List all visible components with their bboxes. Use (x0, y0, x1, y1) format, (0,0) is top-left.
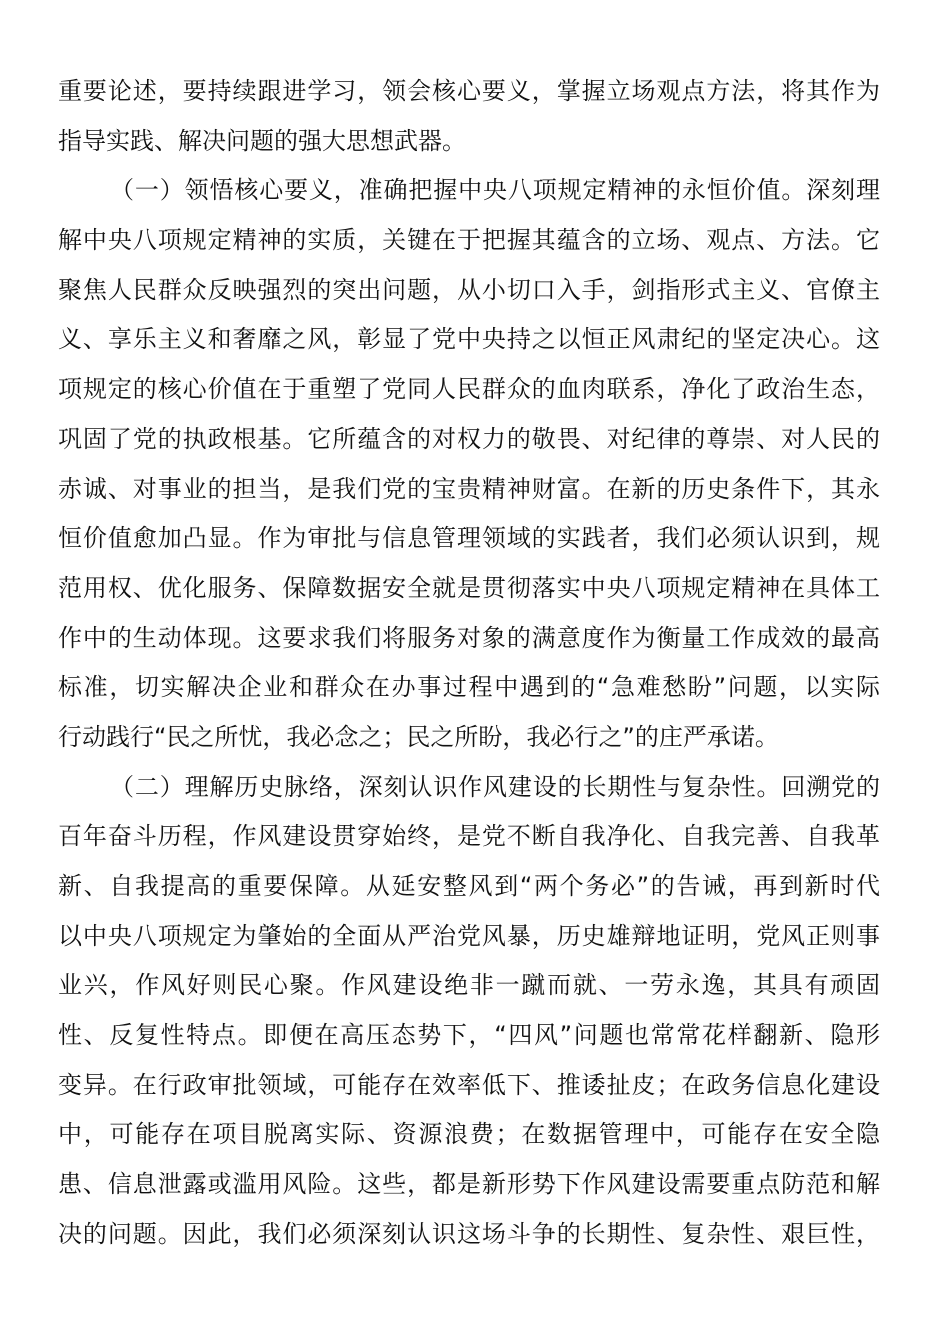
text-line: 业兴，作风好则民心聚。作风建设绝非一蹴而就、一劳永逸，其具有顽固 (58, 971, 880, 1000)
text-line: 巩固了党的执政根基。它所蕴含的对权力的敬畏、对纪律的尊崇、对人民的 (58, 424, 880, 453)
text-line: 重要论述，要持续跟进学习，领会核心要义，掌握立场观点方法，将其作为 (58, 77, 880, 105)
text-line: 行动践行“民之所忧，我必念之；民之所盼，我必行之”的庄严承诺。 (58, 722, 779, 751)
text-line: 决的问题。因此，我们必须深刻认识这场斗争的长期性、复杂性、艰巨性， (58, 1219, 880, 1248)
text-line: 百年奋斗历程，作风建设贯穿始终，是党不断自我净化、自我完善、自我革 (58, 822, 880, 851)
text-line: 聚焦人民群众反映强烈的突出问题，从小切口入手，剑指形式主义、官僚主 (58, 275, 880, 304)
section-heading-line: （二）理解历史脉络，深刻认识作风建设的长期性与复杂性。回溯党的 (110, 772, 880, 801)
text-line: 标准，切实解决企业和群众在办事过程中遇到的“急难愁盼”问题，以实际 (58, 673, 880, 702)
text-line: 性、反复性特点。即便在高压态势下，“四风”问题也常常花样翻新、隐形 (58, 1021, 880, 1050)
text-line: 患、信息泄露或滥用风险。这些，都是新形势下作风建设需要重点防范和解 (58, 1170, 880, 1199)
text-line: 范用权、优化服务、保障数据安全就是贯彻落实中央八项规定精神在具体工 (58, 573, 880, 602)
section-heading-line: （一）领悟核心要义，准确把握中央八项规定精神的永恒价值。深刻理 (110, 176, 880, 205)
text-line: 指导实践、解决问题的强大思想武器。 (58, 126, 466, 155)
text-line: 赤诚、对事业的担当，是我们党的宝贵精神财富。在新的历史条件下，其永 (58, 474, 880, 503)
text-line: 作中的生动体现。这要求我们将服务对象的满意度作为衡量工作成效的最高 (58, 623, 880, 652)
text-line: 新、自我提高的重要保障。从延安整风到“两个务必”的告诫，再到新时代 (58, 872, 880, 900)
text-line: 义、享乐主义和奢靡之风，彰显了党中央持之以恒正风肃纪的坚定决心。这 (58, 325, 880, 354)
text-line: 项规定的核心价值在于重塑了党同人民群众的血肉联系，净化了政治生态， (58, 375, 880, 404)
text-line: 变异。在行政审批领域，可能存在效率低下、推诿扯皮；在政务信息化建设 (58, 1070, 880, 1099)
text-line: 恒价值愈加凸显。作为审批与信息管理领域的实践者，我们必须认识到，规 (58, 524, 880, 553)
text-line: 以中央八项规定为肇始的全面从严治党风暴，历史雄辩地证明，党风正则事 (58, 921, 880, 950)
document-body (58, 67, 880, 1260)
text-line: 解中央八项规定精神的实质，关键在于把握其蕴含的立场、观点、方法。它 (58, 226, 880, 255)
text-line: 中，可能存在项目脱离实际、资源浪费；在数据管理中，可能存在安全隐 (58, 1120, 880, 1149)
